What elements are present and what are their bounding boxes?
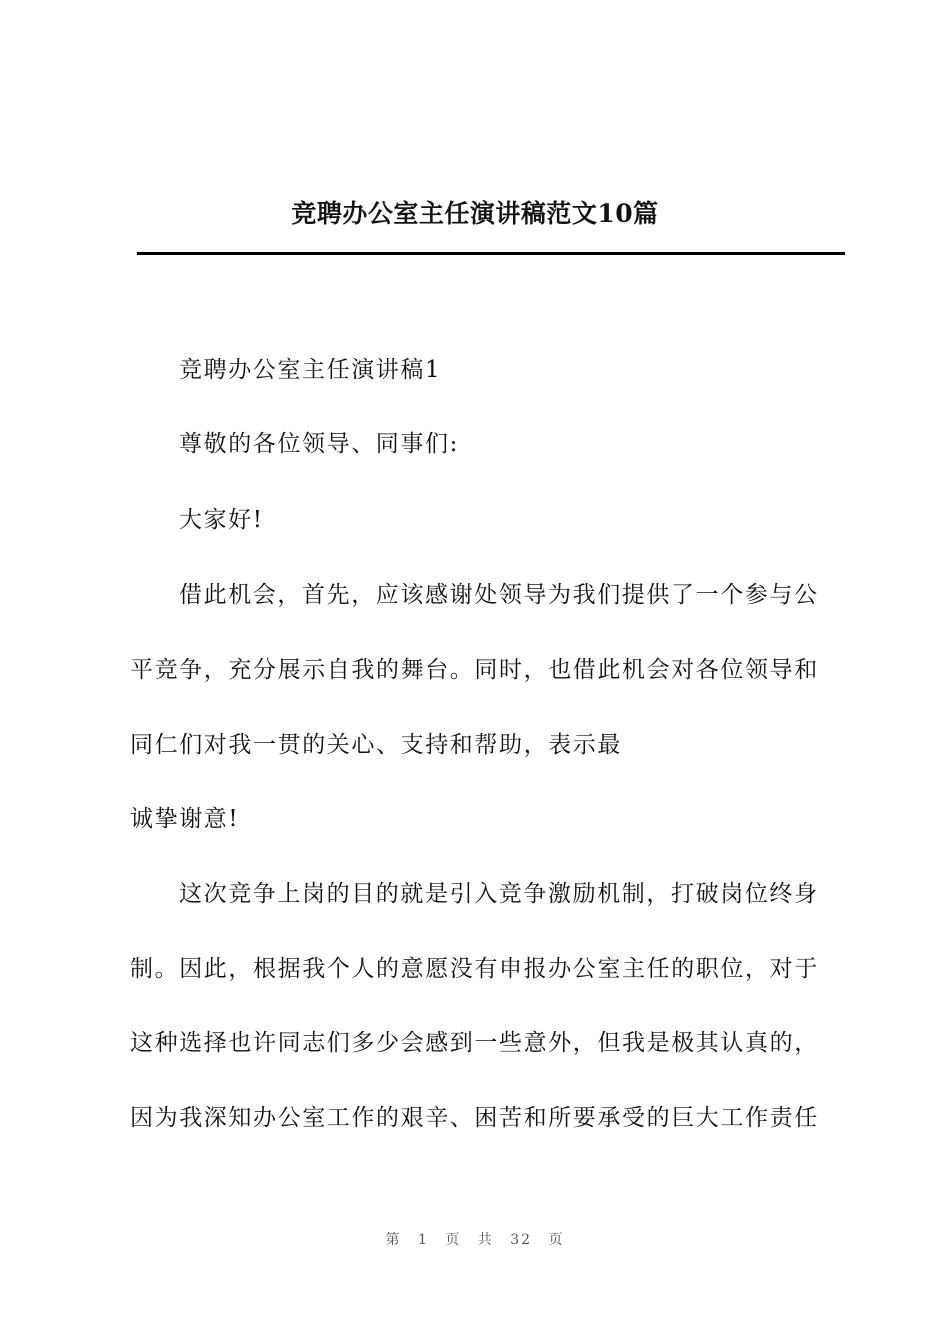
document-title: 竞聘办公室主任演讲稿范文10篇	[291, 199, 659, 228]
section-heading: 竞聘办公室主任演讲稿1	[179, 357, 442, 383]
paragraph-line: 平竞争，充分展示自我的舞台。同时，也借此机会对各位领导和	[130, 657, 819, 683]
paragraph-line: 因为我深知办公室工作的艰辛、困苦和所要承受的巨大工作责任	[130, 1105, 819, 1131]
title-underline	[137, 252, 845, 255]
paragraph-line: 诚挚谢意!	[130, 806, 240, 832]
paragraph-line: 这次竞争上岗的目的就是引入竞争激励机制，打破岗位终身	[179, 881, 819, 907]
salutation: 尊敬的各位领导、同事们:	[179, 431, 459, 457]
paragraph-line: 这种选择也许同志们多少会感到一些意外，但我是极其认真的，	[130, 1030, 819, 1056]
paragraph-line: 同仁们对我一贯的关心、支持和帮助，表示最	[130, 732, 622, 758]
paragraph-line: 制。因此，根据我个人的意愿没有申报办公室主任的职位，对于	[130, 956, 819, 982]
greeting: 大家好!	[179, 507, 264, 533]
page-number-footer: 第 1 页 共 32 页	[385, 1232, 565, 1248]
paragraph-line: 借此机会，首先，应该感谢处领导为我们提供了一个参与公	[179, 582, 819, 608]
